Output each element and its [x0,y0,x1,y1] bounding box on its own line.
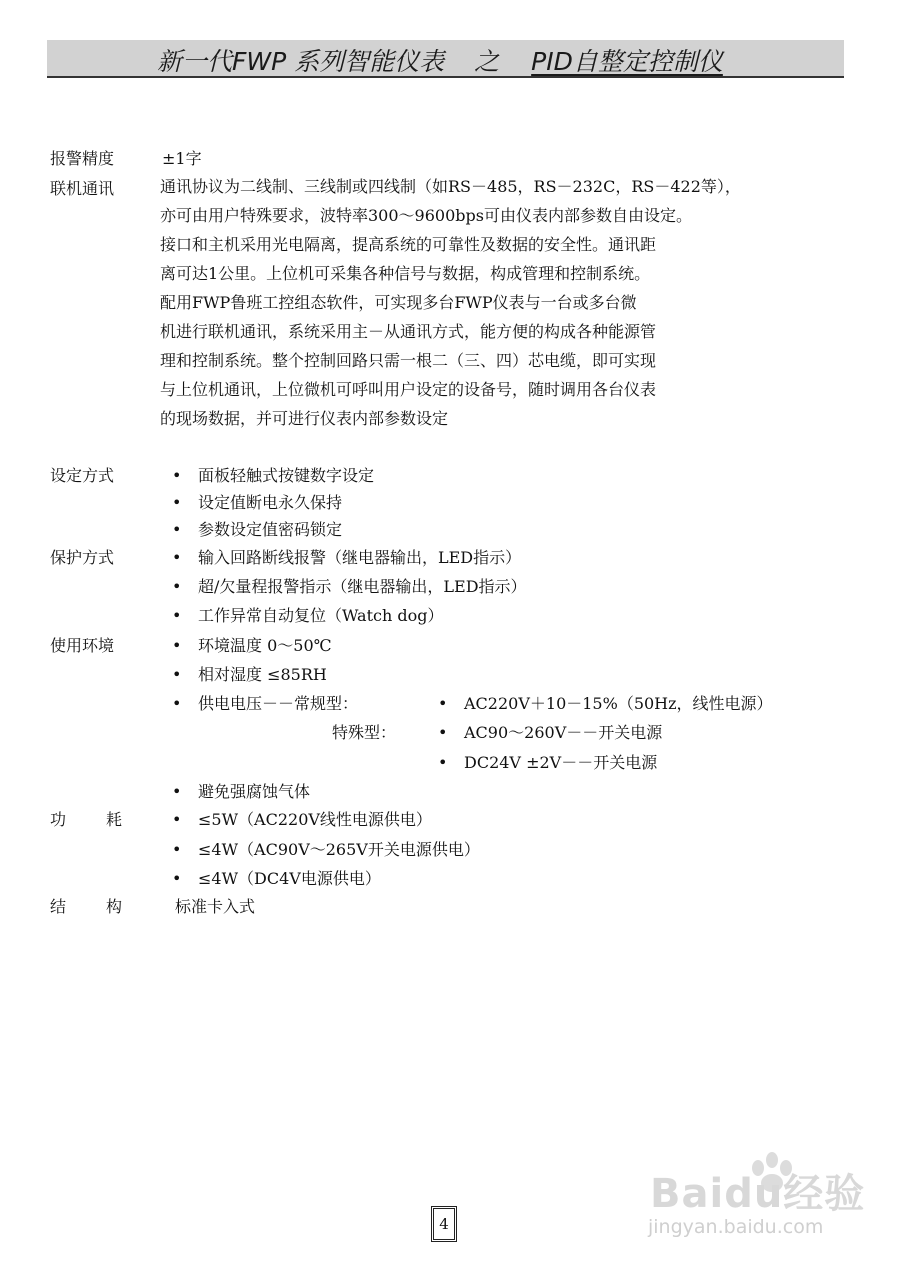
bullet-icon: • [172,636,182,655]
structure-label: 结构 [50,897,163,916]
bullet-icon: • [172,520,182,539]
networking-line: 离可达1公里。上位机可采集各种信号与数据，构成管理和控制系统。 [160,264,651,283]
protection-label: 保护方式 [50,548,115,567]
bullet-icon: • [172,493,182,512]
environment-power-supply: • 供电电压－－常规型： [172,694,359,713]
networking-line: 通讯协议为二线制、三线制或四线制（如RS－485，RS－232C，RS－422等）， [160,177,741,196]
bullet-icon: • [438,753,448,772]
protection-item: • 输入回路断线报警（继电器输出，LED指示） [172,548,522,567]
page-title [157,42,723,78]
power-consumption-label: 功耗 [50,810,163,829]
environment-special-label: 特殊型： [332,723,397,742]
environment-power-special: • DC24V ±2V－－开关电源 [438,753,658,772]
bullet-icon: • [438,694,448,713]
power-consumption-item: • ≤4W（DC4V电源供电） [172,869,381,888]
setting-method-label: 设定方式 [50,466,115,485]
bullet-icon: • [172,782,182,801]
setting-method-item: • 设定值断电永久保持 [172,493,343,512]
bullet-icon: • [438,723,448,742]
bullet-icon: • [172,466,182,485]
networking-line: 机进行联机通讯，系统采用主－从通讯方式，能方便的构成各种能源管 [160,322,657,341]
watermark-url: jingyan.baidu.com [648,1216,824,1238]
networking-line: 接口和主机采用光电隔离，提高系统的可靠性及数据的安全性。通讯距 [160,235,657,254]
power-consumption-item: • ≤5W（AC220V线性电源供电） [172,810,432,829]
baidu-watermark [640,1150,870,1250]
environment-label: 使用环境 [50,636,115,655]
bullet-icon: • [172,548,182,567]
bullet-icon: • [172,694,182,713]
networking-line: 的现场数据，并可进行仪表内部参数设定 [160,409,449,428]
setting-method-item: • 面板轻触式按键数字设定 [172,466,375,485]
networking-line: 亦可由用户特殊要求，波特率300～9600bps可由仪表内部参数自由设定。 [160,206,692,225]
title-main: 新一代FWP 系列智能仪表 [157,47,445,76]
page-number: 4 [431,1206,457,1242]
networking-paragraph [160,172,741,433]
bullet-icon: • [172,606,182,625]
protection-item: • 超/欠量程报警指示（继电器输出，LED指示） [172,577,527,596]
power-consumption-item: • ≤4W（AC90V～265V开关电源供电） [172,840,480,859]
bullet-icon: • [172,869,182,888]
networking-line: 理和控制系统。整个控制回路只需一根二（三、四）芯电缆，即可实现 [160,351,657,370]
environment-power-special: • AC90～260V－－开关电源 [438,723,663,742]
watermark-logo: Baidu经验 [650,1171,866,1217]
title-subtitle: PID自整定控制仪 [531,47,723,76]
bullet-icon: • [172,665,182,684]
setting-method-item: • 参数设定值密码锁定 [172,520,343,539]
environment-humidity: • 相对湿度 ≤85RH [172,665,327,684]
structure-value: 标准卡入式 [175,897,256,916]
bullet-icon: • [172,810,182,829]
alarm-precision-value: ±1字 [162,149,202,168]
environment-temperature: • 环境温度 0～50℃ [172,636,332,655]
networking-line: 与上位机通讯，上位微机可呼叫用户设定的设备号，随时调用各台仪表 [160,380,657,399]
bullet-icon: • [172,577,182,596]
networking-label: 联机通讯 [50,179,115,198]
alarm-precision-label: 报警精度 [50,149,115,168]
bullet-icon: • [172,840,182,859]
environment-avoid: • 避免强腐蚀气体 [172,782,311,801]
protection-item: • 工作异常自动复位（Watch dog） [172,606,444,625]
title-separator: 之 [474,47,500,76]
environment-power-normal: • AC220V＋10－15%（50Hz，线性电源） [438,694,773,713]
networking-line: 配用FWP鲁班工控组态软件，可实现多台FWP仪表与一台或多台微 [160,293,637,312]
